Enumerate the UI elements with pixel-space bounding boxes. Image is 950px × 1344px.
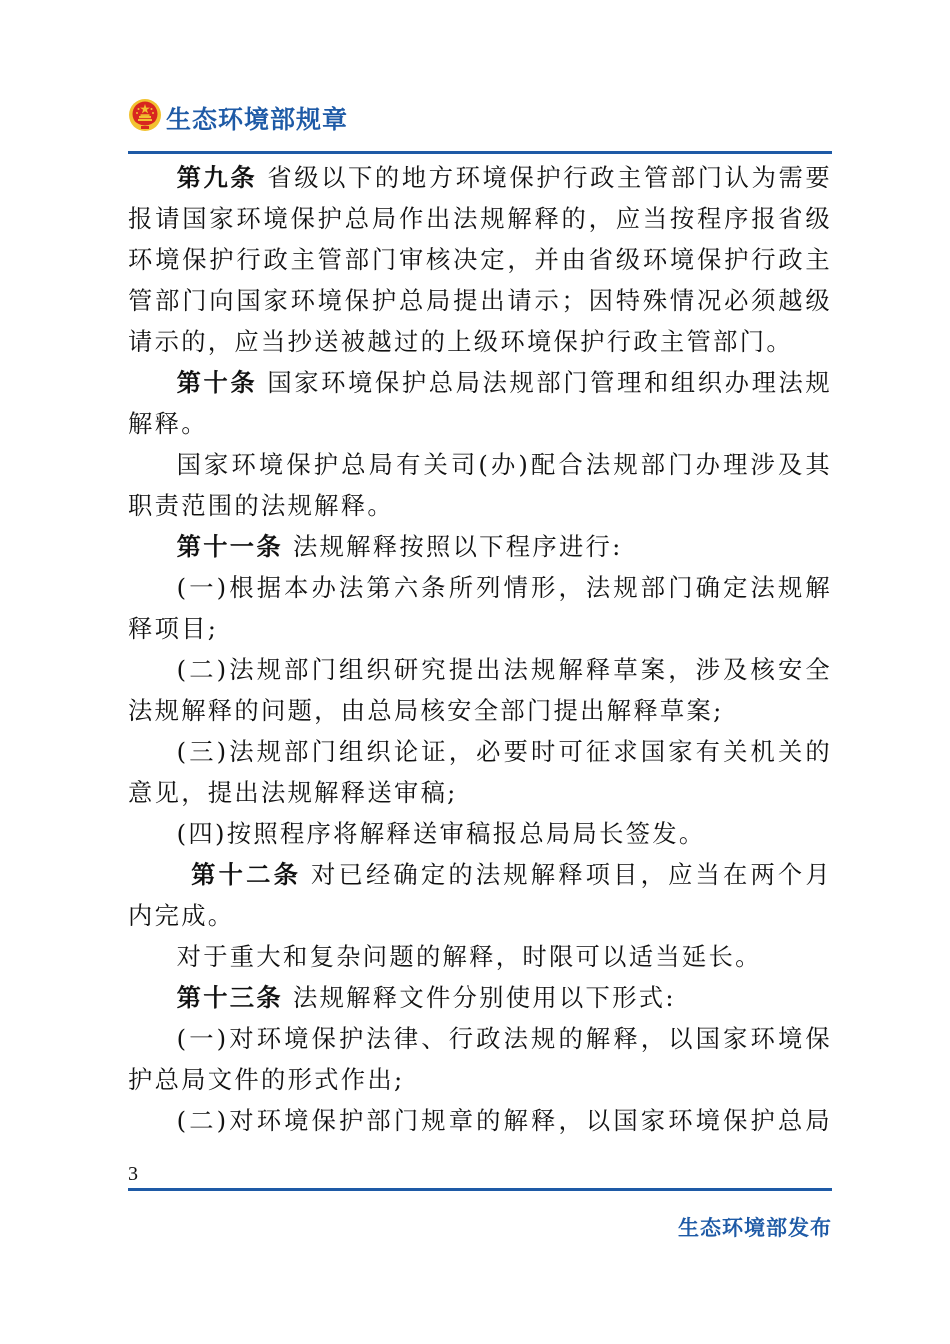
article-heading: 第十三条 xyxy=(176,983,283,1012)
list-item xyxy=(128,813,832,854)
article-11 xyxy=(128,526,832,567)
article-heading: 第十一条 xyxy=(176,532,283,561)
article-heading: 第九条 xyxy=(176,163,258,192)
list-item xyxy=(128,1018,832,1100)
article-10 xyxy=(128,362,832,444)
article-13 xyxy=(128,977,832,1018)
list-item xyxy=(128,731,832,813)
article-text: 国家环境保护总局法规部门管理和组织办理法规解释。 xyxy=(128,368,832,438)
header-divider xyxy=(128,151,832,154)
paragraph-text: 对于重大和复杂问题的解释，时限可以适当延长。 xyxy=(176,942,762,971)
footer-publisher: 生态环境部发布 xyxy=(678,1216,832,1240)
article-text: 对已经确定的法规解释项目，应当在两个月内完成。 xyxy=(128,860,832,930)
national-emblem-icon xyxy=(128,98,162,132)
article-text: 法规解释按照以下程序进行: xyxy=(292,532,623,561)
list-item-text: (四)按照程序将解释送审稿报总局局长签发。 xyxy=(176,819,706,848)
list-item-text: (二)对环境保护部门规章的解释，以国家环境保护总局 xyxy=(176,1106,832,1135)
list-item xyxy=(128,649,832,731)
article-body xyxy=(128,157,832,1137)
article-heading: 第十条 xyxy=(176,368,258,397)
page-number: 3 xyxy=(128,1163,138,1185)
article-heading: 第十二条 xyxy=(191,860,302,889)
footer-divider xyxy=(128,1188,832,1191)
article-text: 法规解释文件分别使用以下形式: xyxy=(292,983,676,1012)
list-item xyxy=(128,1100,832,1137)
article-text: 省级以下的地方环境保护行政主管部门认为需要报请国家环境保护总局作出法规解释的，应当按程序报省级环境保护行政主管部门审核决定，并由省级环境保护行政主管部门向国家环境保护总局提出请示；因特殊情况必须越级请示的，应当抄送被越过的上级环境保护行政主管部门。 xyxy=(128,163,832,356)
paragraph xyxy=(128,444,832,526)
list-item-text: (一)对环境保护法律、行政法规的解释，以国家环境保护总局文件的形式作出; xyxy=(128,1024,832,1094)
list-item xyxy=(128,567,832,649)
article-12 xyxy=(128,854,832,936)
header-title: 生态环境部规章 xyxy=(166,105,349,134)
article-9 xyxy=(128,157,832,362)
paragraph-text: 国家环境保护总局有关司(办)配合法规部门办理涉及其职责范围的法规解释。 xyxy=(128,450,832,520)
list-item-text: (一)根据本办法第六条所列情形，法规部门确定法规解释项目; xyxy=(128,573,832,643)
list-item-text: (二)法规部门组织研究提出法规解释草案，涉及核安全法规解释的问题，由总局核安全部门提出解释草案; xyxy=(128,655,832,725)
page-header xyxy=(128,96,832,146)
list-item-text: (三)法规部门组织论证，必要时可征求国家有关机关的意见，提出法规解释送审稿; xyxy=(128,737,832,807)
paragraph xyxy=(128,936,832,977)
